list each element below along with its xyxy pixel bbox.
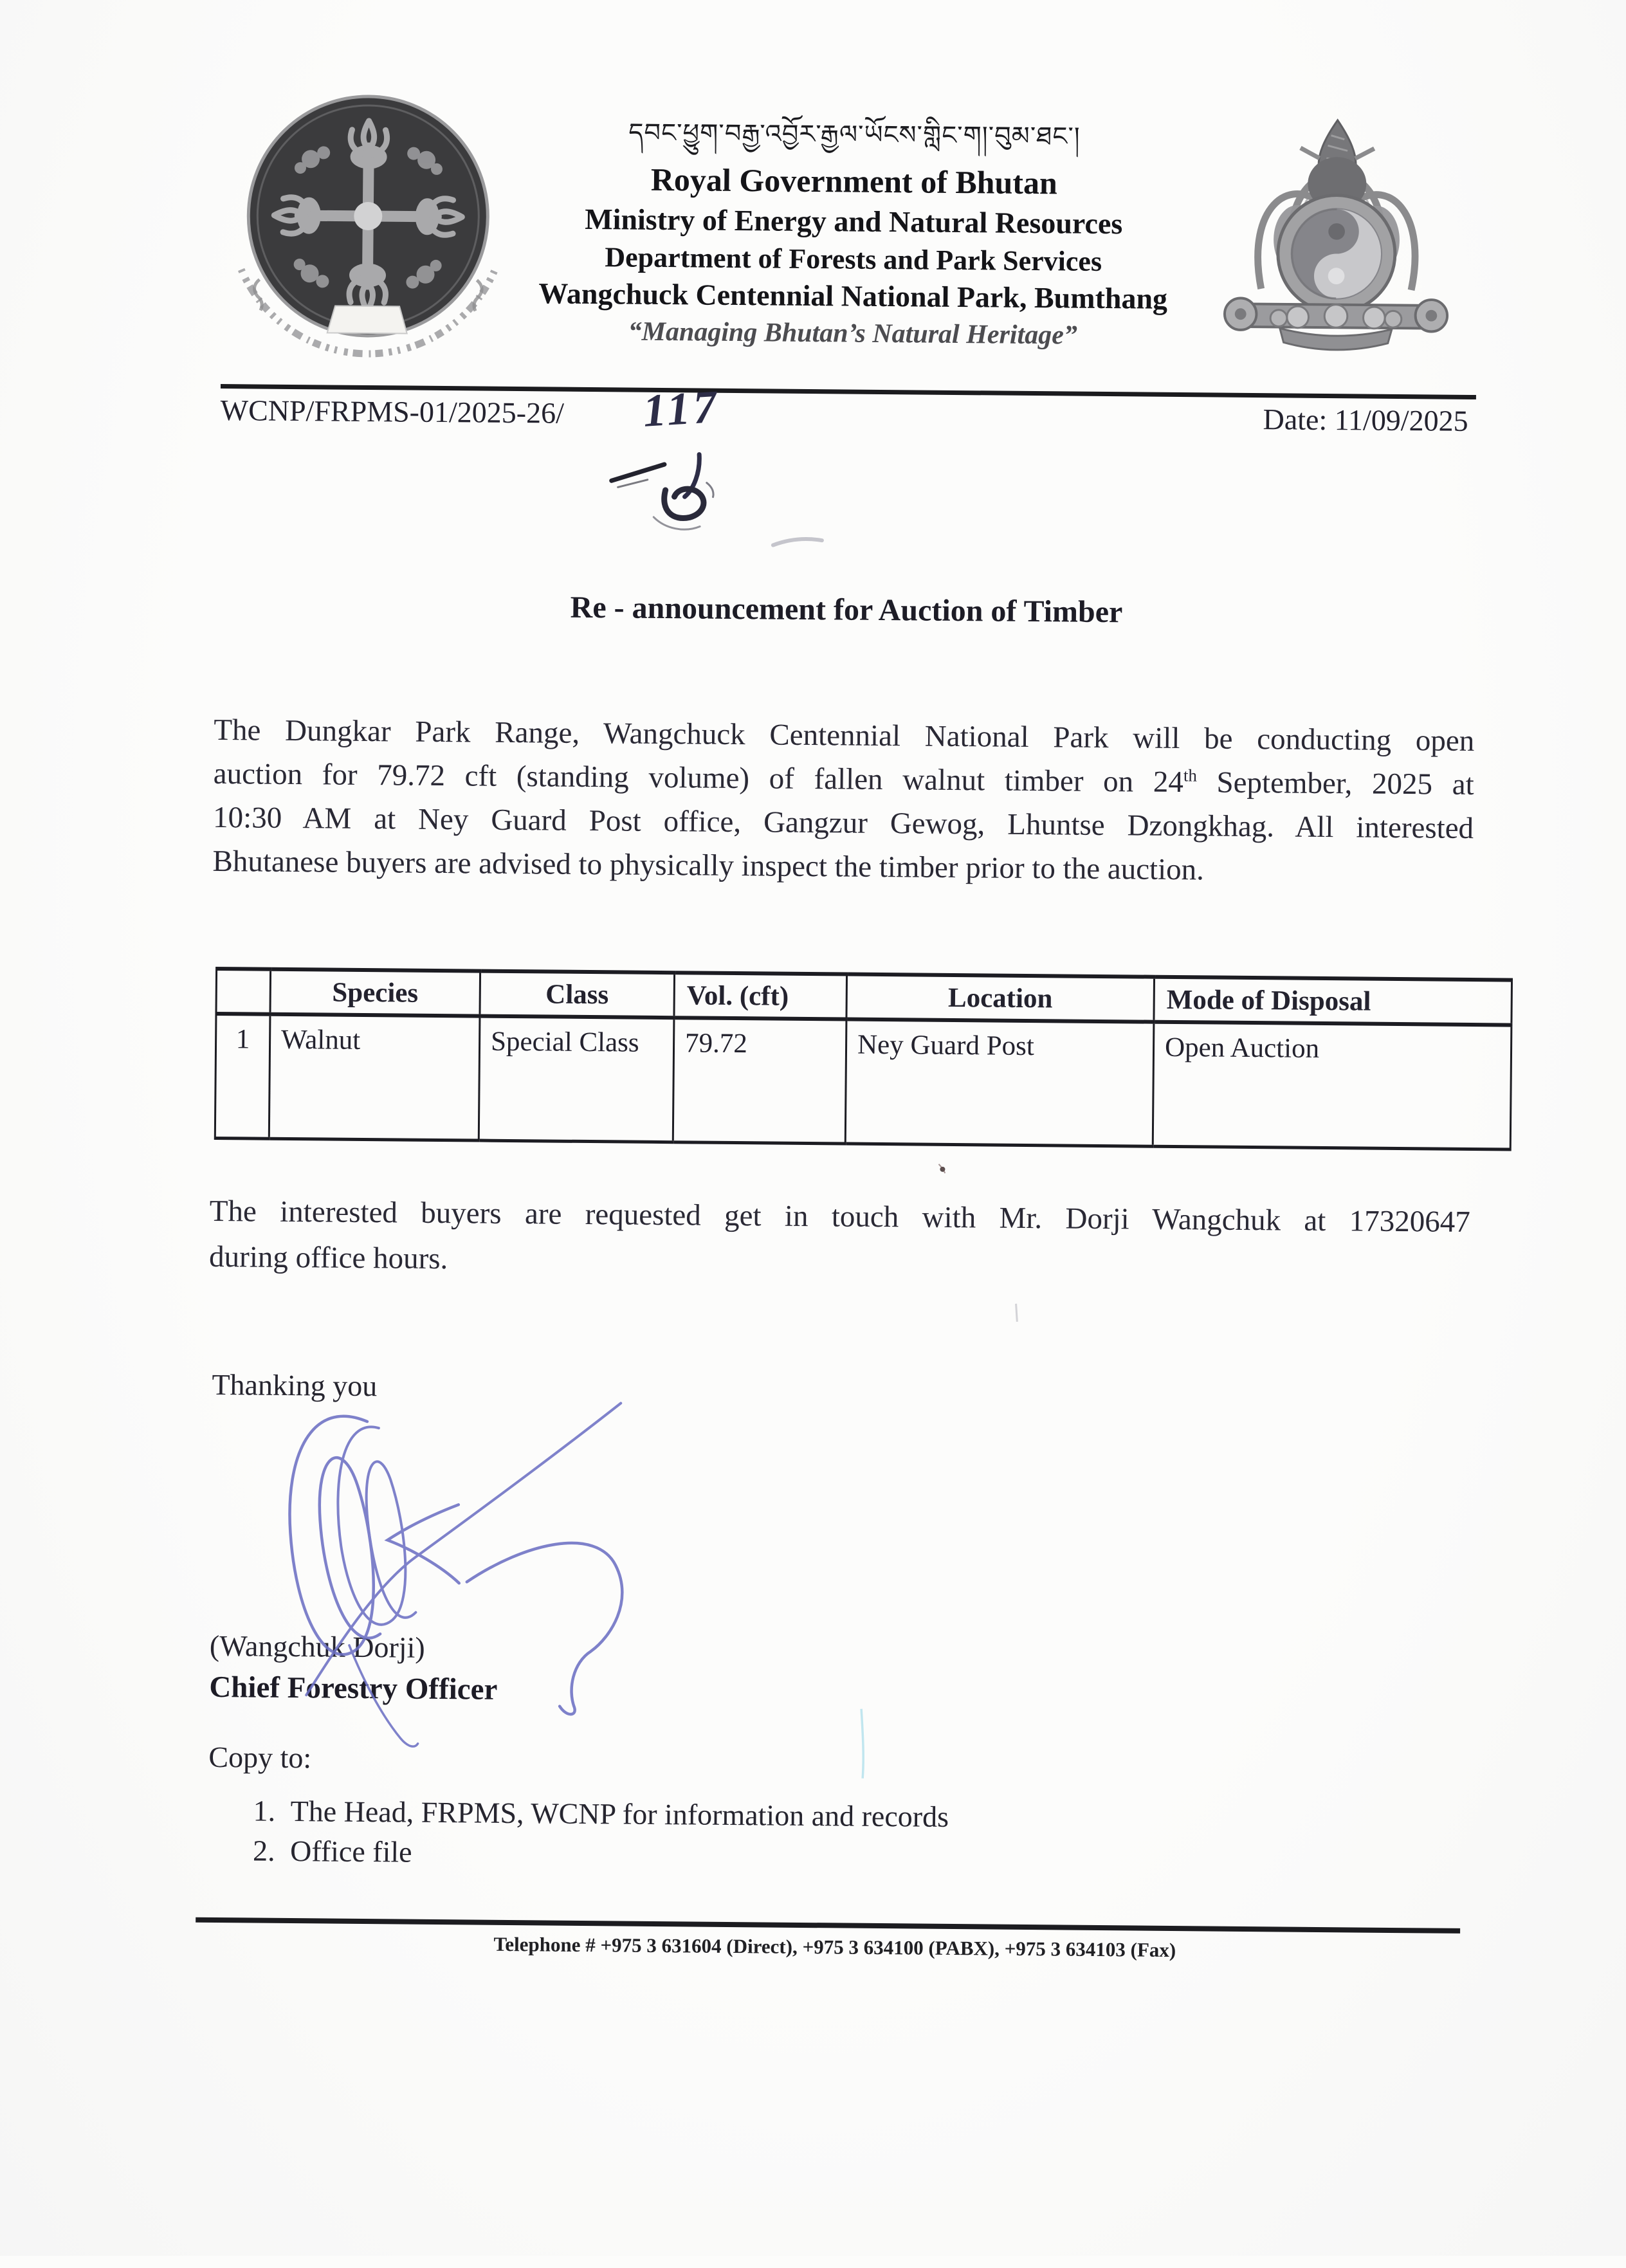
cell-index: 1 <box>215 1014 270 1139</box>
date-label: Date: 11/09/2025 <box>1263 403 1468 437</box>
body-line-3: 10:30 AM at Ney Guard Post office, Gangzur Gewog, Lhuntse Dzongkhag. All interested <box>212 800 1474 846</box>
contact-paragraph <box>209 1189 1470 1291</box>
signatory-name: (Wangchuk Dorji) <box>209 1629 425 1664</box>
copy-item-1 <box>253 1791 949 1837</box>
table-row <box>215 1014 1512 1149</box>
dzongkha-title: དབང་ཕྱུག་བརྒྱ་འབྱོར་རྒྱལ་ཡོངས་གླིང་ག།་བུམ་ཐང་། <box>628 118 1081 152</box>
body-line-2-tail: September, 2025 at <box>1196 765 1474 802</box>
closing-thanks: Thanking you <box>212 1367 378 1403</box>
cell-mode: Open Auction <box>1153 1022 1512 1149</box>
ordinal-superscript: th <box>1183 765 1198 785</box>
body-paragraph <box>212 708 1474 894</box>
handwritten-dispatch-number: 117 <box>641 380 722 437</box>
table-header-volume: Vol. (cft) <box>674 973 847 1019</box>
reference-row <box>220 393 1475 438</box>
pen-marks <box>611 453 823 545</box>
body-line-4: Bhutanese buyers are advised to physically inspect the timber prior to the auction. <box>212 844 1205 887</box>
table-header-index <box>216 969 271 1014</box>
body-line-2-text: auction for 79.72 cft (standing volume) of fallen walnut timber on 24 <box>213 756 1184 800</box>
table-header-location: Location <box>846 974 1155 1022</box>
cell-location: Ney Guard Post <box>845 1020 1154 1147</box>
cell-class: Special Class <box>479 1016 674 1142</box>
contact-line-2: during office hours. <box>208 1239 448 1276</box>
footer-telephone: Telephone # +975 3 631604 (Direct), +975 3 634100 (PABX), +975 3 634103 (Fax) <box>493 1932 1176 1962</box>
contact-line-1: The interested buyers are requested get in touch with Mr. Dorji Wangchuk at 17320647 <box>209 1194 1470 1239</box>
copy-item-1-number: 1. <box>253 1794 276 1827</box>
footer-divider-rule <box>196 1917 1460 1934</box>
timber-auction-table <box>214 967 1513 1151</box>
subject-line: Re - announcement for Auction of Timber <box>570 590 1123 630</box>
table-header-mode: Mode of Disposal <box>1154 977 1512 1025</box>
copy-to-section <box>208 1739 949 1877</box>
org-motto: “Managing Bhutan’s Natural Heritage” <box>628 316 1078 351</box>
copy-item-2-text: Office file <box>289 1834 412 1869</box>
copy-item-2 <box>253 1831 949 1877</box>
copy-item-1-text: The Head, FRPMS, WCNP for information and records <box>290 1795 949 1833</box>
org-department: Department of Forests and Park Services <box>605 241 1102 277</box>
signatory-title: Chief Forestry Officer <box>209 1670 498 1706</box>
table-header-class: Class <box>480 971 675 1018</box>
royal-crown-emblem <box>1221 84 1452 358</box>
org-government: Royal Government of Bhutan <box>650 161 1058 201</box>
cell-species: Walnut <box>269 1014 480 1140</box>
letterhead <box>361 108 1347 353</box>
body-line-1: The Dungkar Park Range, Wangchuck Centennial National Park will be conducting open <box>214 713 1475 758</box>
reference-number: WCNP/FRPMS-01/2025-26/ <box>220 393 565 430</box>
copy-to-label: Copy to: <box>208 1740 312 1775</box>
org-ministry: Ministry of Energy and Natural Resources <box>585 202 1123 241</box>
org-park: Wangchuck Centennial National Park, Bumthang <box>538 277 1168 315</box>
copy-item-2-number: 2. <box>252 1834 275 1867</box>
cell-volume: 79.72 <box>673 1018 846 1144</box>
table-header-species: Species <box>270 969 480 1016</box>
